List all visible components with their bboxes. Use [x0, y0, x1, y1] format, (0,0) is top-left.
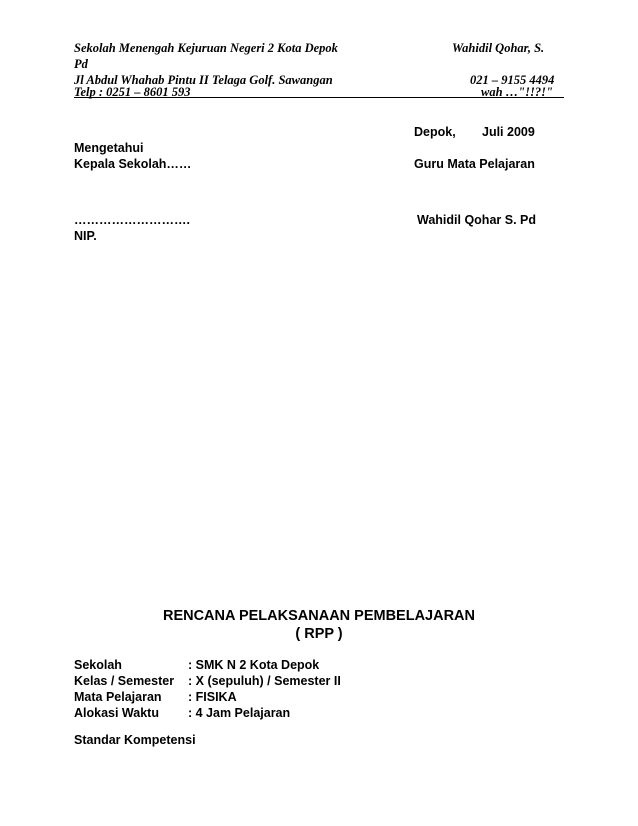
page-header	[0, 0, 638, 100]
info-label: Alokasi Waktu	[74, 706, 159, 720]
header-phone-left: Telp : 0251 – 8601 593	[74, 85, 191, 99]
info-label: Sekolah	[74, 658, 122, 672]
acknowledged-label: Mengetahui	[74, 141, 144, 155]
info-value: : 4 Jam Pelajaran	[188, 706, 291, 720]
info-row-mapel	[74, 689, 237, 705]
teacher-title: Guru Mata Pelajaran	[414, 157, 535, 171]
section-standar-kompetensi: Standar Kompetensi	[74, 733, 196, 747]
info-row-alokasi	[74, 705, 290, 721]
info-label: Mata Pelajaran	[74, 690, 162, 704]
header-rule	[74, 97, 564, 98]
info-value: : X (sepuluh) / Semester II	[188, 674, 341, 688]
header-tagline: wah …"!!?!"	[481, 85, 553, 99]
info-row-kelas	[74, 673, 341, 689]
info-value: : FISIKA	[188, 690, 237, 704]
signature-place: Depok,	[414, 125, 456, 139]
header-author-suffix: Pd	[74, 57, 88, 71]
nip-label: NIP.	[74, 229, 97, 243]
principal-name-placeholder: ……………………….	[74, 213, 190, 227]
info-label: Kelas / Semester	[74, 674, 175, 688]
teacher-name: Wahidil Qohar S. Pd	[417, 213, 536, 227]
info-row-sekolah	[74, 657, 319, 673]
principal-title: Kepala Sekolah……	[74, 157, 192, 171]
header-address: Jl Abdul Whahab Pintu II Telaga Golf. Sawangan	[74, 73, 333, 87]
header-school-name: Sekolah Menengah Kejuruan Negeri 2 Kota Depok	[74, 41, 338, 55]
document-title: RENCANA PELAKSANAAN PEMBELAJARAN	[162, 608, 476, 624]
info-value: : SMK N 2 Kota Depok	[188, 658, 320, 672]
document-subtitle: ( RPP )	[295, 626, 343, 642]
signature-date: Juli 2009	[482, 125, 535, 139]
header-author: Wahidil Qohar, S.	[452, 41, 545, 55]
header-phone-right: 021 – 9155 4494	[470, 73, 555, 87]
